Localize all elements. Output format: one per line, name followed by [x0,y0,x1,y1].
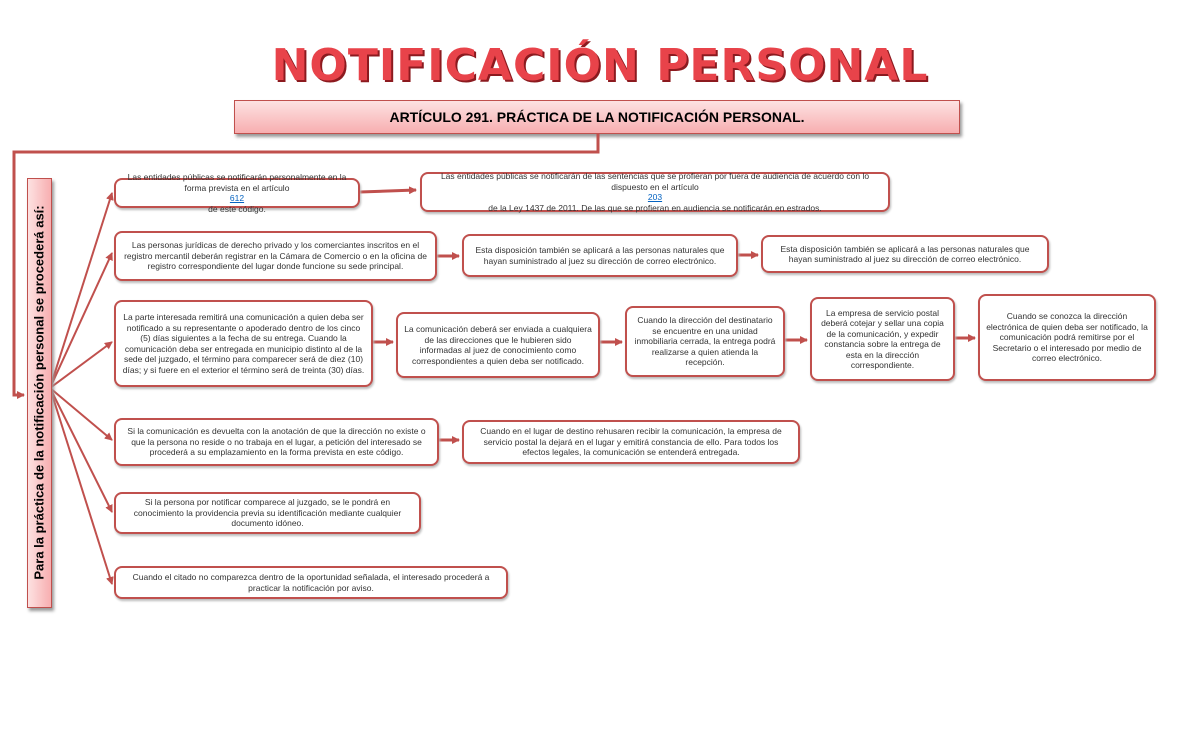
box-b6-text: Cuando el citado no comparezca dentro de la oportunidad señalada, el interesado procederá a practicar la notificación por aviso. [132,572,490,593]
box-comunicacion-direcciones [396,312,600,378]
box-b4a-text: Cuando en el lugar de destino rehusaren recibir la comunicación, la empresa de servicio postal la dejará en el lugar y emitirá constancia de ello. Para todos los efectos legales, la comunicación se entenderá entregada. [480,426,782,458]
box-b3-text: La parte interesada remitirá una comunicación a quien deba ser notificado a su representante o apoderado dentro de los cinco (5) días siguientes a la fecha de su entrega. Cuando la comunicación deba ser entregada en municipio distinto al de la sede del juzgado, el término para comparecer será de diez (10) días; y si fuere en el exterior el término será de treinta (30) días. [122,312,365,375]
article-612-link[interactable]: 612 [229,193,245,203]
box-entidades-publicas [114,172,360,214]
arrow-b1-b1a [360,190,416,192]
box-b3c-text: La empresa de servicio postal deberá cotejar y sellar una copia de la comunicación, y expedir constancia sobre la entrega de esta en la dirección correspondiente. [821,307,944,370]
article-203-link[interactable]: 203 [647,192,663,202]
side-bar [27,178,52,608]
fan-line-4 [50,388,112,440]
box-b3a-text: La comunicación deberá ser enviada a cualquiera de las direcciones que le hubieren sido informadas al juez de conocimiento como correspondientes a quien deba ser notificado. [404,324,592,366]
article-header: ARTÍCULO 291. PRÁCTICA DE LA NOTIFICACIÓN PERSONAL. [234,100,960,134]
box-empresa-postal [810,297,955,381]
page-title: NOTIFICACIÓN PERSONAL [271,40,929,91]
box-comunicacion-devuelta [114,418,439,466]
fan-line-6 [50,388,112,584]
box-personas-naturales-1 [462,234,738,277]
box-parte-interesada [114,300,373,387]
box-personas-naturales-2 [761,235,1049,273]
box-rehusaren-recibir [462,420,800,464]
fan-line-3 [50,342,112,388]
box-b1-text-post: de este código. [208,203,266,214]
box-citado-no-comparezca [114,566,508,599]
side-label: Para la práctica de la notificación personal se procederá así: [31,205,47,580]
box-b2b-text: Esta disposición también se aplicará a las personas naturales que hayan suministrado al juez su dirección de correo electrónico. [780,243,1030,264]
box-b1a-text-post: de la Ley 1437 de 2011. De las que se profieran en audiencia se notificarán en estrados. [488,202,822,213]
box-b3b-text: Cuando la dirección del destinatario se encuentre en una unidad inmobiliaria cerrada, la entrega podrá realizarse a quien atienda la recepción. [634,315,776,368]
box-direccion-electronica [978,294,1156,381]
box-b5-text: Si la persona por notificar comparece al juzgado, se le pondrá en conocimiento la providencia previa su identificación mediante cualquier documento idóneo. [133,497,402,529]
box-b1a-text-pre: Las entidades públicas se notificarán de las sentencias que se profieran por fuera de audiencia de acuerdo con lo dispuesto en el artículo [440,171,870,192]
box-unidad-inmobiliaria [625,306,785,377]
box-b1-text-pre: Las entidades públicas se notificarán personalmente en la forma prevista en el artículo [127,172,347,193]
box-entidades-sentencias [420,172,890,212]
box-comparece-juzgado [114,492,421,534]
box-b4-text: Si la comunicación es devuelta con la anotación de que la dirección no existe o que la persona no reside o no trabaja en el lugar, a petición del interesado se procederá a su emplazamiento en la forma prevista en este código. [127,426,426,458]
fan-line-5 [50,388,112,512]
box-b2a-text: Esta disposición también se aplicará a las personas naturales que hayan suministrado al juez su dirección de correo electrónico. [475,245,725,266]
fan-line-1 [50,193,112,388]
box-b3d-text: Cuando se conozca la dirección electrónica de quien deba ser notificado, la comunicación podrá remitirse por el Secretario o el interesado por medio de correo electrónico. [986,311,1148,364]
box-personas-juridicas [114,231,437,281]
box-b2-text: Las personas jurídicas de derecho privado y los comerciantes inscritos en el registro mercantil deberán registrar en la Cámara de Comercio o en la oficina de registro correspondiente del lugar donde funcione su sede principal. [124,240,427,272]
fan-line-2 [50,253,112,388]
